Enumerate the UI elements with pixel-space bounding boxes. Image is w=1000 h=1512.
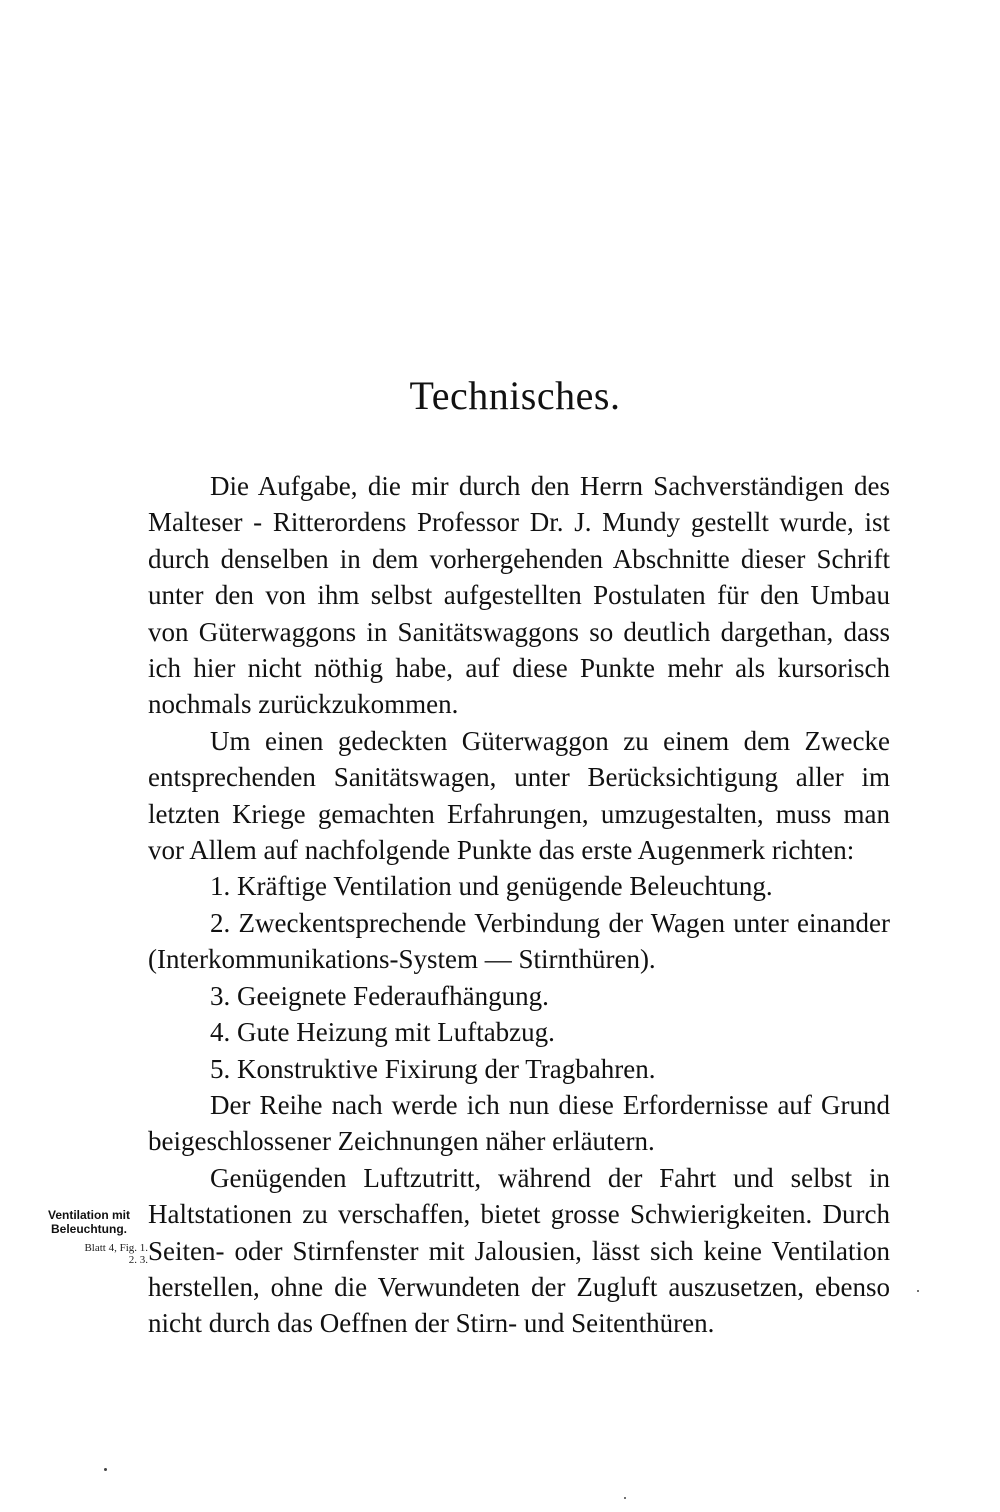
list-item-3: 3. Geeignete Federaufhängung. — [210, 980, 549, 1011]
margin-note-heading: Ventilation mit Beleuchtung. — [47, 1208, 130, 1236]
print-speck — [624, 1497, 626, 1499]
list-item-2: 2. Zweckentsprechende Verbindung der Wagen unter einander (Interkommunikations-System — Stirnthüren). — [148, 907, 890, 975]
page-title: Technisches. — [409, 373, 621, 418]
list-item-1: 1. Kräftige Ventilation und genügende Beleuchtung. — [210, 871, 773, 902]
print-speck — [917, 1290, 919, 1292]
list-item-4: 4. Gute Heizung mit Luftabzug. — [210, 1017, 555, 1048]
list-item-5: 5. Konstruktive Fixirung der Tragbahren. — [210, 1053, 656, 1084]
margin-note-reference-line2: 2. 3. — [128, 1254, 148, 1266]
paragraph-ventilation: Genügenden Luftzutritt, während der Fahrt und selbst in Haltstationen zu verschaffen, bietet grosse Schwierigkeiten. Durch Seiten- oder Stirnfenster mit Jalousien, lässt sich keine Ventilation herstellen, ohne die Verwundeten der Zugluft auszusetzen, ebenso nicht durch das Oeffnen der Stirn- und Seitenthüren. — [148, 1162, 890, 1339]
paragraph-requirements: Um einen gedeckten Güterwaggon zu einem dem Zwecke entsprechenden Sanitätswagen, unter Berücksichtigung aller im letzten Kriege gemachten Erfahrungen, umzugestalten, muss man vor Allem auf nachfolgende Punkte das erste Augenmerk richten: — [148, 725, 890, 866]
margin-note-reference — [26, 1242, 148, 1266]
margin-note-reference-line1: Blatt 4, Fig. 1. — [84, 1242, 148, 1254]
paragraph-intro: Die Aufgabe, die mir durch den Herrn Sachverständigen des Malteser - Ritterordens Professor Dr. J. Mundy gestellt wurde, ist durch denselben in dem vorhergehenden Abschnitte dieser Schrift unter den von ihm selbst aufgestellten Postulaten für den Umbau von Güterwaggons in Sanitätswaggons so deutlich dargethan, dass ich hier nicht nöthig habe, auf diese Punkte mehr als kursorisch nochmals zurückzukommen. — [148, 471, 890, 720]
paragraph-explanation: Der Reihe nach werde ich nun diese Erfordernisse auf Grund beigeschlossener Zeichnungen näher erläutern. — [148, 1089, 890, 1157]
print-speck — [104, 1468, 107, 1471]
body-text — [148, 468, 890, 1342]
